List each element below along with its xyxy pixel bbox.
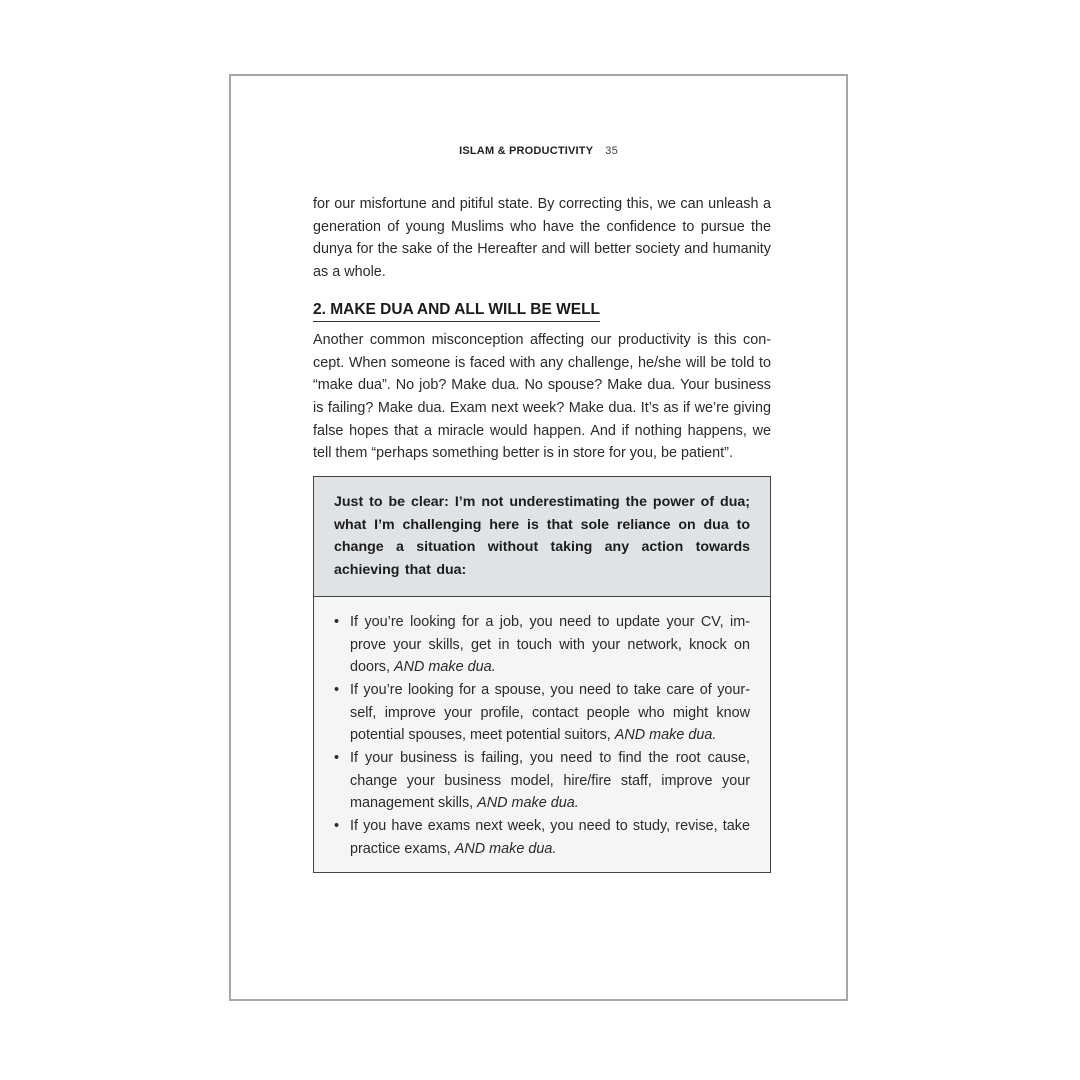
page-number: 35 xyxy=(605,145,618,157)
bullet-emphasis: AND make dua. xyxy=(454,840,557,857)
intro-paragraph: for our misfortune and pitiful state. By correcting this, we can unleash a generation of young Muslims who have the confidence to pursue the dunya for the sake of the Hereafter and will better society and humanity as a whole. xyxy=(313,196,771,281)
callout-statement: Just to be clear: I’m not underestimating the power of dua; what I’m challenging here is that sole reliance on dua to change a situation without taking any action towards achieving that dua: xyxy=(314,477,770,597)
bullet-text: If you’re looking for a spouse, you need to take care of yourself, improve your profile, contact people who might know potential spouses, meet potential suitors, xyxy=(350,681,750,744)
bullet-dot: • xyxy=(334,681,340,698)
bullet-emphasis: AND make dua. xyxy=(394,659,496,676)
bullet-item-spouse xyxy=(334,679,750,747)
bullet-dot: • xyxy=(334,613,340,630)
bullet-text: If your business is failing, you need to find the root cause, change your business model, hire/fire staff, improve your management skills, xyxy=(350,750,750,812)
bullet-item-business xyxy=(334,747,750,815)
bullet-dot: • xyxy=(334,750,340,767)
bullet-item-job xyxy=(334,611,750,679)
bullet-item-exams xyxy=(334,815,750,860)
bullet-list xyxy=(334,611,750,861)
callout-bullets-panel xyxy=(314,597,770,872)
book-page xyxy=(229,74,848,1001)
bullet-text: If you have exams next week, you need to study, revise, take practice exams, xyxy=(350,818,750,857)
section-heading: 2. MAKE DUA AND ALL WILL BE WELL xyxy=(313,300,600,322)
running-header-title: ISLAM & PRODUCTIVITY xyxy=(459,145,594,157)
bullet-text: If you’re looking for a job, you need to update your CV, improve your skills, get in touch with your network, knock on doors, xyxy=(350,613,750,676)
bullet-emphasis: AND make dua. xyxy=(614,727,717,744)
bullet-dot: • xyxy=(334,818,340,835)
running-header xyxy=(231,145,846,157)
bullet-emphasis: AND make dua. xyxy=(477,795,579,812)
section-paragraph: Another common misconception affecting our productivity is this concept. When someone is faced with any challenge, he/she will be told to “make dua”. No job? Make dua. No spouse? Make dua. Your business is failing? Make dua. Exam next week? Make dua. It’s as if we’re giving false hopes that a miracle would happen. And if nothing happens, we tell them “perhaps something better is in store for you, be patient”. xyxy=(313,331,771,462)
callout-box xyxy=(313,476,771,873)
page-body xyxy=(313,193,771,873)
